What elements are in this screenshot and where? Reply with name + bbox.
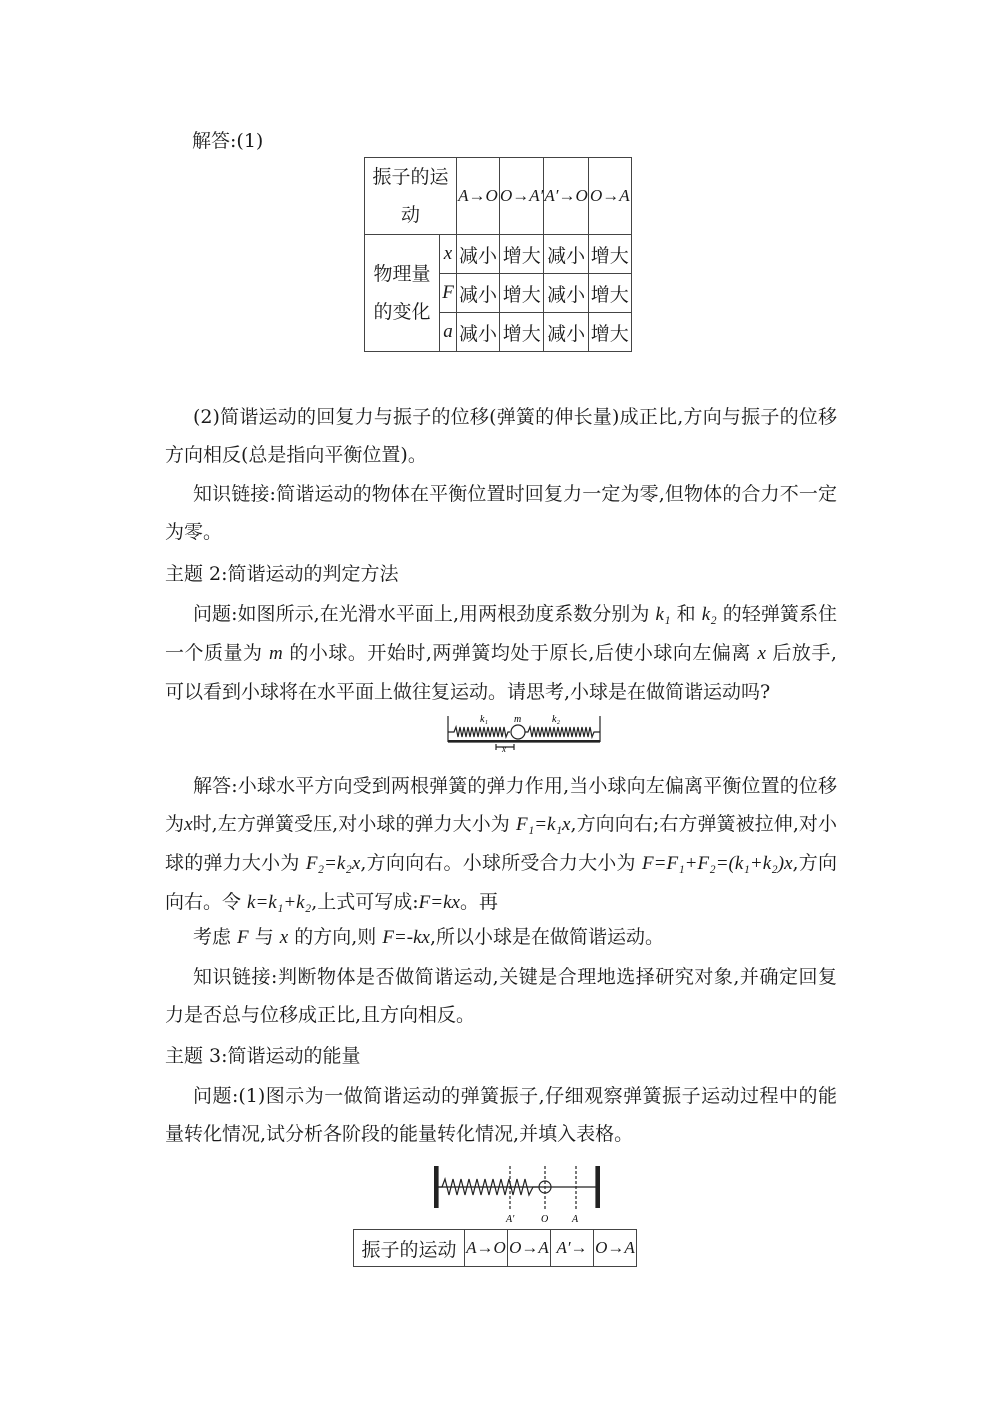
answer-text: ,方向向右。小球所受合力大小为	[360, 852, 643, 874]
value-cell: 增大	[500, 313, 544, 352]
motion-cell: O→A	[508, 1230, 551, 1267]
motion-cell: O→A	[588, 158, 631, 235]
x-symbol: x	[757, 643, 766, 664]
answer-text: ,上式可写成:	[311, 891, 419, 913]
equation-sum: F=F₁+F₂=(k₁+k₂)x	[642, 853, 793, 874]
mass-symbol: m	[269, 643, 283, 664]
value-cell: 减小	[544, 235, 588, 274]
answer-text: 的方向,则	[288, 926, 383, 948]
variable-cell: x	[440, 235, 457, 274]
motion-cell: O→A′	[500, 158, 544, 235]
value-cell: 减小	[457, 313, 500, 352]
k2-symbol: k₂	[701, 604, 717, 625]
knowledge-link-1: 知识链接:简谐运动的物体在平衡位置时回复力一定为零,但物体的合力不一定为零。	[165, 483, 837, 543]
motion-cell: A→O	[465, 1230, 508, 1267]
answer-2-conclusion	[165, 918, 837, 957]
answer-text: 解答:小球水平方向受到两根弹簧的弹力作用,当小球向左偏离平衡位置的位移为	[165, 775, 837, 835]
answer-text: 与	[248, 926, 280, 948]
fig-k1-label: k₁	[480, 714, 488, 725]
value-cell: 增大	[588, 313, 631, 352]
energy-table	[353, 1229, 637, 1267]
question-text: 和	[670, 603, 702, 625]
equation-f1: F₁=k₁x	[515, 814, 571, 835]
answer-text: 考虑	[193, 926, 238, 948]
equation-f2: F₂=k₂x	[305, 853, 361, 874]
fig-k2-label: k₂	[552, 714, 560, 725]
motion-cell: A′→O	[544, 158, 588, 235]
answer-2	[165, 767, 837, 922]
answer-text: ,所以小球是在做简谐运动。	[429, 926, 664, 948]
question-text: 后放手,可以看到小球将在水平面上做往复运动。请思考,小球是在做简谐运动吗?	[165, 642, 837, 703]
variable-cell: a	[440, 313, 457, 352]
answer-label: 解答:(1)	[192, 130, 264, 152]
x-symbol: x	[184, 814, 193, 835]
motion-quantity-table	[364, 157, 632, 352]
value-cell: 增大	[500, 274, 544, 313]
knowledge-link-2: 知识链接:判断物体是否做简谐运动,关键是合理地选择研究对象,并确定回复力是否总与位移成正比,且方向相反。	[165, 966, 837, 1026]
question-2	[165, 595, 837, 711]
quantity-header-cell: 物理量的变化	[365, 235, 440, 352]
motion-cell: O→A	[594, 1230, 637, 1267]
x-symbol: x	[279, 927, 289, 948]
motion-cell: A→O	[457, 158, 500, 235]
f-symbol: F	[237, 927, 249, 948]
equation-f-kx: F=kx	[418, 892, 460, 913]
answer-text: 时,左方弹簧受压,对小球的弹力大小为	[192, 813, 516, 835]
two-spring-ball-figure	[444, 710, 604, 752]
fig-x-label: x	[502, 744, 506, 752]
value-cell: 增大	[500, 235, 544, 274]
motion-header-cell: 振子的运动	[354, 1230, 465, 1267]
value-cell: 减小	[544, 313, 588, 352]
question-3: 问题:(1)图示为一做简谐运动的弹簧振子,仔细观察弹簧振子运动过程中的能量转化情况,试分析各阶段的能量转化情况,并填入表格。	[165, 1085, 837, 1145]
question-text: 的轻弹簧系住一个质量为	[165, 603, 837, 664]
fig-a-label: A	[572, 1214, 579, 1224]
value-cell: 减小	[544, 274, 588, 313]
value-cell: 增大	[588, 235, 631, 274]
value-cell: 减小	[457, 235, 500, 274]
answer-text: 。再	[459, 891, 498, 913]
topic-3-heading: 主题 3:简谐运动的能量	[165, 1045, 361, 1067]
variable-cell: F	[440, 274, 457, 313]
k1-symbol: k₁	[655, 604, 671, 625]
fig-m-label: m	[514, 714, 522, 725]
motion-header-cell: 振子的运动	[365, 158, 457, 235]
fig-o-label: O	[541, 1214, 549, 1224]
answer-part-2: (2)简谐运动的回复力与振子的位移(弹簧的伸长量)成正比,方向与振子的位移方向相反(总是指向平衡位置)。	[165, 406, 837, 466]
question-text: 问题:如图所示,在光滑水平面上,用两根劲度系数分别为	[193, 603, 656, 625]
fig-a-prime-label: A′	[506, 1214, 515, 1224]
answer-text: ,方向向右。令	[165, 852, 838, 913]
equation-restoring: F=-kx	[382, 927, 430, 948]
answer-text: ,方向向右;右方弹簧被拉伸,对小球的弹力大小为	[165, 813, 837, 874]
question-text: 的小球。开始时,两弹簧均处于原长,后使小球向左偏离	[282, 642, 758, 664]
spring-oscillator-figure	[430, 1162, 610, 1224]
topic-2-heading: 主题 2:简谐运动的判定方法	[165, 563, 399, 585]
motion-cell: A′→	[551, 1230, 594, 1267]
equation-k: k=k₁+k₂	[247, 892, 312, 913]
value-cell: 增大	[588, 274, 631, 313]
value-cell: 减小	[457, 274, 500, 313]
